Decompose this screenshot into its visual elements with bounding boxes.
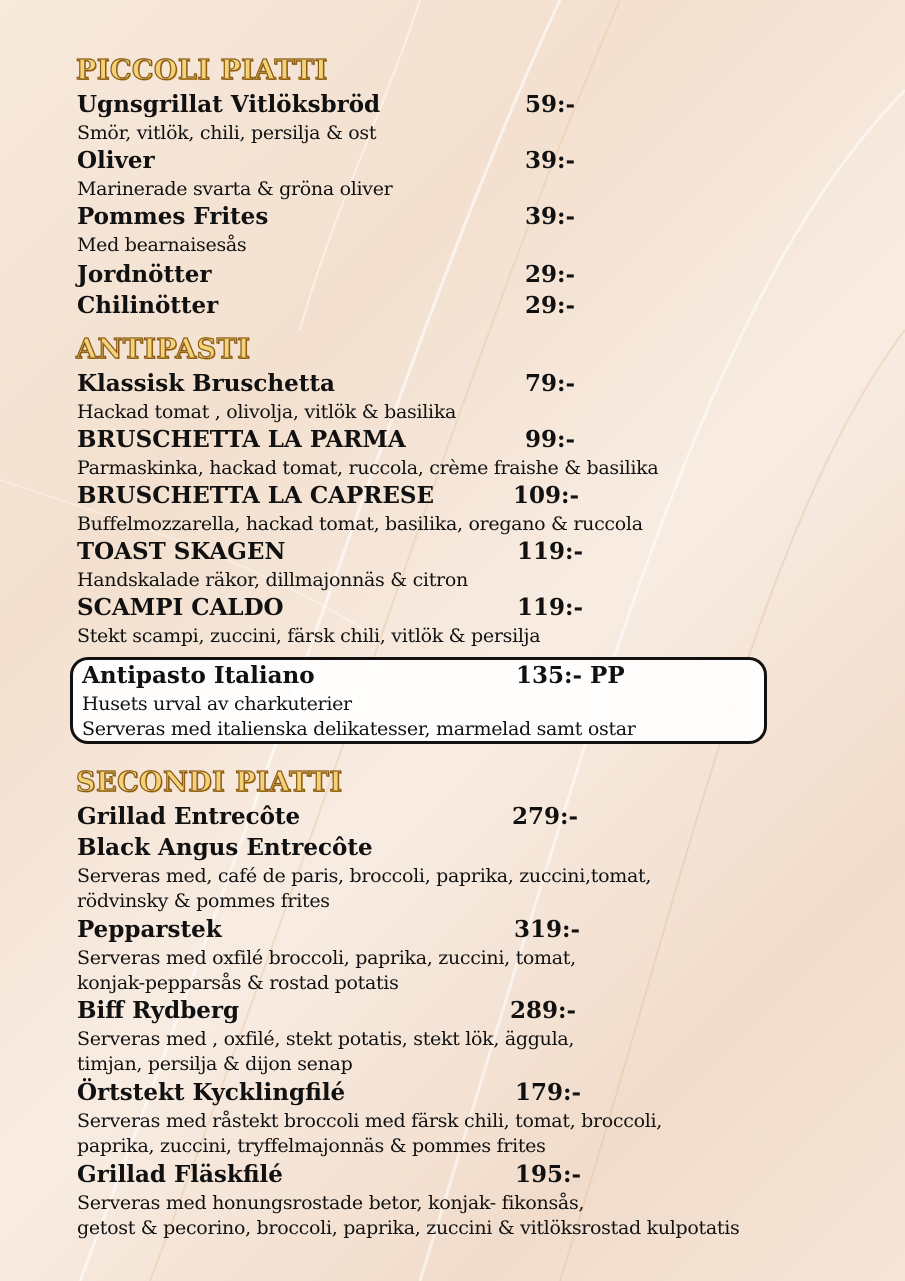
section-title-antipasti: ANTIPASTI (76, 334, 251, 365)
item-name: Oliver (77, 147, 155, 174)
item-name: Grillad Fläskfilé (77, 1161, 283, 1188)
item-name: Black Angus Entrecôte (77, 834, 373, 861)
item-price: 195:- (515, 1161, 582, 1188)
item-price: 119:- (517, 594, 584, 621)
item-price: 29:- (525, 292, 576, 319)
item-desc: paprika, zuccini, tryffelmajonnäs & pommes frites (77, 1135, 546, 1157)
featured-item-price: 135:- PP (516, 662, 625, 689)
item-desc: getost & pecorino, broccoli, paprika, zuccini & vitlöksrostad kulpotatis (77, 1217, 740, 1239)
item-desc: Smör, vitlök, chili, persilja & ost (77, 122, 377, 144)
item-desc: timjan, persilja & dijon senap (77, 1053, 353, 1075)
item-name: BRUSCHETTA LA PARMA (77, 426, 406, 453)
item-desc: konjak-pepparsås & rostad potatis (77, 972, 399, 994)
item-desc: Serveras med oxfilé broccoli, paprika, zuccini, tomat, (77, 947, 576, 969)
item-price: 179:- (515, 1079, 582, 1106)
item-price: 99:- (525, 426, 576, 453)
section-title-secondi: SECONDI PIATTI (76, 767, 343, 798)
item-price: 39:- (525, 147, 576, 174)
item-desc: Serveras med , oxfilé, stekt potatis, stekt lök, äggula, (77, 1028, 575, 1050)
item-name: SCAMPI CALDO (77, 594, 284, 621)
featured-item-desc: Husets urval av charkuterier (82, 693, 352, 715)
item-desc: rödvinsky & pommes frites (77, 890, 330, 912)
item-name: Pepparstek (77, 916, 222, 943)
item-price: 119:- (517, 538, 584, 565)
item-name: TOAST SKAGEN (77, 538, 286, 565)
item-desc: Hackad tomat , olivolja, vitlök & basilika (77, 401, 457, 423)
section-title-piccoli: PICCOLI PIATTI (76, 55, 328, 86)
item-name: Grillad Entrecôte (77, 803, 301, 830)
item-name: Biff Rydberg (77, 997, 240, 1024)
item-desc: Serveras med, café de paris, broccoli, paprika, zuccini,tomat, (77, 865, 652, 887)
item-name: Örtstekt Kycklingfilé (77, 1079, 346, 1106)
featured-item-desc: Serveras med italienska delikatesser, marmelad samt ostar (82, 718, 636, 740)
featured-item-name: Antipasto Italiano (82, 662, 315, 689)
item-price: 279:- (512, 803, 579, 830)
item-name: Jordnötter (77, 261, 212, 288)
item-name: Pommes Frites (77, 203, 269, 230)
item-price: 29:- (525, 261, 576, 288)
item-desc: Med bearnaisesås (77, 234, 247, 256)
item-name: BRUSCHETTA LA CAPRESE (77, 482, 435, 509)
item-desc: Serveras med råstekt broccoli med färsk chili, tomat, broccoli, (77, 1110, 663, 1132)
item-price: 289:- (510, 997, 577, 1024)
item-desc: Handskalade räkor, dillmajonnäs & citron (77, 569, 468, 591)
item-name: Ugnsgrillat Vitlöksbröd (77, 91, 381, 118)
item-price: 319:- (514, 916, 581, 943)
item-name: Chilinötter (77, 292, 219, 319)
item-desc: Marinerade svarta & gröna oliver (77, 178, 393, 200)
item-desc: Parmaskinka, hackad tomat, ruccola, crème fraishe & basilika (77, 457, 659, 479)
item-price: 59:- (525, 91, 576, 118)
item-price: 39:- (525, 203, 576, 230)
item-desc: Serveras med honungsrostade betor, konjak- fikonsås, (77, 1192, 585, 1214)
item-price: 109:- (513, 482, 580, 509)
item-desc: Buffelmozzarella, hackad tomat, basilika, oregano & ruccola (77, 513, 643, 535)
item-price: 79:- (525, 370, 576, 397)
item-name: Klassisk Bruschetta (77, 370, 335, 397)
item-desc: Stekt scampi, zuccini, färsk chili, vitlök & persilja (77, 625, 541, 647)
